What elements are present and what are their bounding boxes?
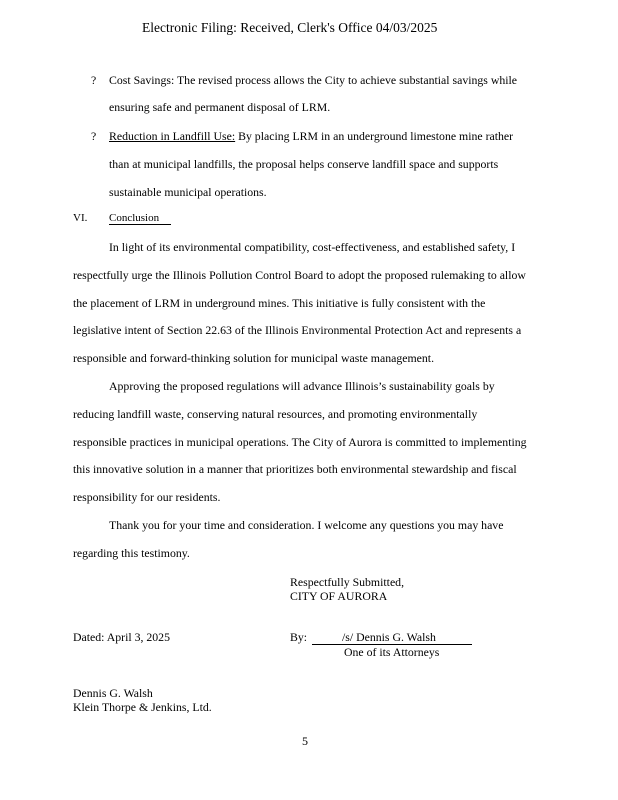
attorney-firm: Klein Thorpe & Jenkins, Ltd. (73, 700, 212, 714)
paragraph-line: respectfully urge the Illinois Pollution Control Board to adopt the proposed rulemaking to allow (73, 268, 526, 282)
paragraph-line: the placement of LRM in underground mines. This initiative is fully consistent with the (73, 296, 486, 310)
dated-line: Dated: April 3, 2025 (73, 630, 170, 644)
bullet-marker: ? (91, 73, 97, 87)
filing-header: Electronic Filing: Received, Clerk's Office 04/03/2025 (142, 20, 438, 35)
bullet-label: Reduction in Landfill Use: (109, 129, 236, 143)
signature-by-label: By: (290, 630, 308, 644)
attorney-name: Dennis G. Walsh (73, 686, 153, 700)
paragraph-line: this innovative solution in a manner that prioritizes both environmental stewardship and fiscal (73, 462, 517, 476)
section-number: VI. (73, 212, 88, 224)
page-number: 5 (302, 734, 308, 748)
bullet-marker: ? (91, 129, 97, 143)
paragraph-line: responsible and forward-thinking solution for municipal waste management. (73, 351, 435, 365)
bullet-text: than at municipal landfills, the proposal helps conserve landfill space and supports (109, 157, 499, 171)
paragraph-line: regarding this testimony. (73, 546, 190, 560)
paragraph-line: In light of its environmental compatibility, cost-effectiveness, and established safety, I (109, 240, 516, 254)
bullet-text: ensuring safe and permanent disposal of LRM. (109, 100, 331, 114)
bullet-text: By placing LRM in an underground limestone mine rather (235, 129, 514, 143)
paragraph-line: Thank you for your time and consideration. I welcome any questions you may have (109, 518, 504, 532)
paragraph-line: legislative intent of Section 22.63 of the Illinois Environmental Protection Act and represents a (73, 323, 522, 337)
paragraph-line: responsibility for our residents. (73, 490, 221, 504)
section-title (109, 212, 171, 225)
signature-line (312, 630, 472, 645)
bullet-text: The revised process allows the City to achieve substantial savings while (174, 73, 518, 87)
closing-respectfully: Respectfully Submitted, (290, 575, 405, 589)
bullet-line (109, 73, 517, 88)
paragraph-line: Approving the proposed regulations will advance Illinois’s sustainability goals by (109, 379, 495, 393)
bullet-text: sustainable municipal operations. (109, 185, 267, 199)
signature-role: One of its Attorneys (344, 645, 440, 659)
closing-city: CITY OF AURORA (290, 589, 388, 603)
section-title-text: Conclusion (109, 212, 171, 225)
paragraph-line: reducing landfill waste, conserving natural resources, and promoting environmentally (73, 407, 478, 421)
signature-name: /s/ Dennis G. Walsh (342, 630, 436, 644)
bullet-label: Cost Savings: (109, 73, 175, 87)
bullet-line (109, 129, 513, 144)
paragraph-line: responsible practices in municipal operations. The City of Aurora is committed to implementing (73, 435, 527, 449)
